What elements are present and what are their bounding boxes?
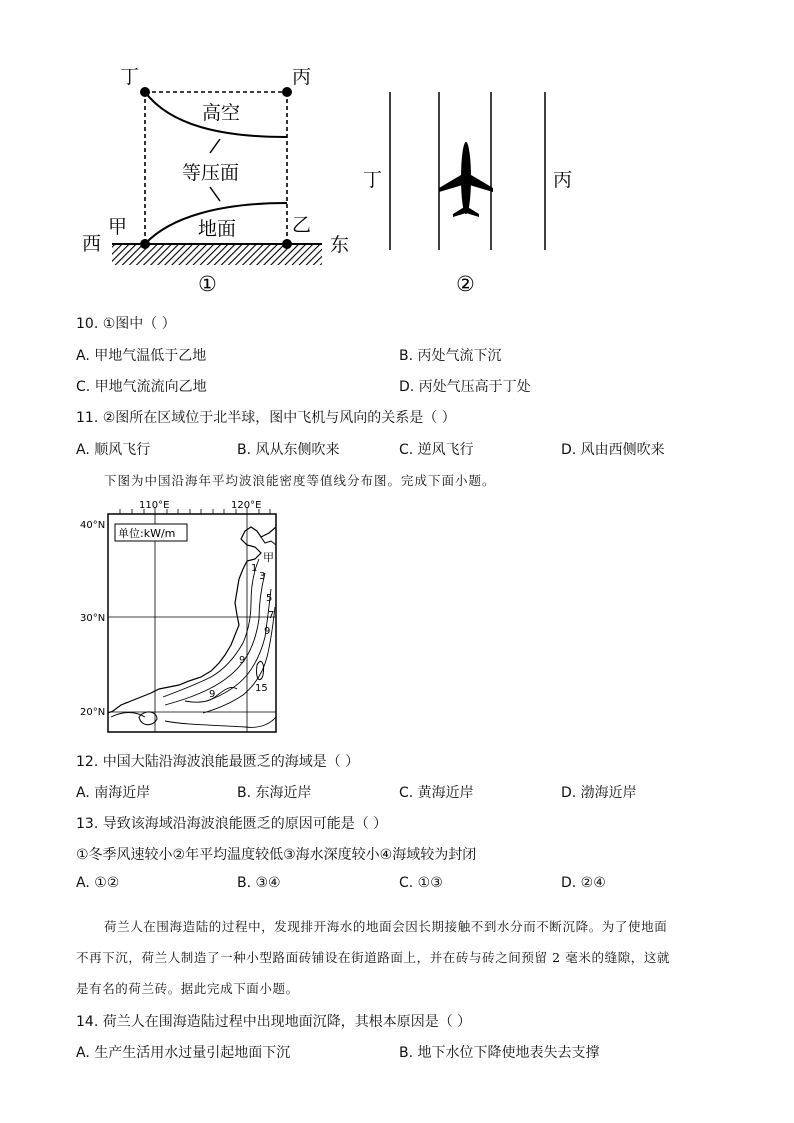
label-jia: 甲 <box>108 216 128 238</box>
question-14-stem: 14. 荷兰人在围海造陆过程中出现地面沉降，其根本原因是（ ） <box>76 1014 472 1030</box>
question-11-option-b[interactable]: B. 风从东侧吹来 <box>237 442 340 458</box>
figure-2-caption: ② <box>456 272 475 296</box>
question-11-stem: 11. ②图所在区域位于北半球，图中飞机与风向的关系是（ ） <box>76 410 456 426</box>
section-intro-dutch-brick-line-1: 荷兰人在围海造陆的过程中，发现排开海水的地面会因长期接触不到水分而不断沉降。为了使地面 <box>104 919 668 934</box>
figure-1-pressure-diagram <box>70 55 370 300</box>
iso-label-3: 3 <box>259 571 266 582</box>
iso-label-1: 1 <box>251 563 258 574</box>
question-12-stem: 12. 中国大陆沿海波浪能最匮乏的海域是（ ） <box>76 754 360 770</box>
question-10-option-a[interactable]: A. 甲地气温低于乙地 <box>76 348 207 364</box>
question-13-option-a[interactable]: A. ①② <box>76 875 120 891</box>
question-13-stem: 13. 导致该海域沿海波浪能匮乏的原因可能是（ ） <box>76 816 388 832</box>
label-dimian: 地面 <box>198 218 237 240</box>
lat-40-label: 40°N <box>80 520 106 531</box>
question-13-option-d[interactable]: D. ②④ <box>561 875 606 891</box>
map-frame <box>108 514 276 732</box>
question-12-option-c[interactable]: C. 黄海近岸 <box>399 785 474 801</box>
label-gaokong: 高空 <box>202 102 241 124</box>
label-ding: 丁 <box>363 169 383 191</box>
question-10-option-d[interactable]: D. 丙处气压高于丁处 <box>399 379 531 395</box>
section-intro-dutch-brick-line-3: 是有名的荷兰砖。据此完成下面小题。 <box>76 981 299 996</box>
question-12-option-a[interactable]: A. 南海近岸 <box>76 785 151 801</box>
label-bing: 丙 <box>292 66 312 88</box>
figure-1-caption: ① <box>198 272 217 296</box>
label-dong: 东 <box>330 234 350 256</box>
airplane-icon <box>439 142 493 217</box>
question-13-factors: ①冬季风速较小②年平均温度较低③海水深度较小④海域较为封闭 <box>76 847 477 863</box>
question-13-option-b[interactable]: B. ③④ <box>237 875 281 891</box>
iso-label-7: 7 <box>268 610 275 621</box>
unit-label: 单位:kW/m <box>118 527 176 540</box>
question-10-stem: 10. ①图中（ ） <box>76 316 176 332</box>
label-xi: 西 <box>82 233 102 255</box>
iso-label-5: 5 <box>266 593 273 604</box>
question-14-option-a[interactable]: A. 生产生活用水过量引起地面下沉 <box>76 1045 291 1061</box>
label-yi: 乙 <box>292 214 312 236</box>
iso-label-15: 15 <box>255 683 268 694</box>
pointer-upper <box>210 139 220 153</box>
iso-label-9c: 9 <box>209 689 216 700</box>
lon-120-label: 120°E <box>231 500 262 511</box>
iso-label-9b: 9 <box>239 655 246 666</box>
figure-2-airplane-diagram <box>355 80 585 300</box>
question-11-option-d[interactable]: D. 风由西侧吹来 <box>561 442 665 458</box>
point-bing <box>282 87 292 97</box>
lat-20-label: 20°N <box>80 707 106 718</box>
point-ding <box>140 87 150 97</box>
label-bing: 丙 <box>553 169 573 191</box>
lon-110-label: 110°E <box>139 500 170 511</box>
question-13-option-c[interactable]: C. ①③ <box>399 875 443 891</box>
section-intro-dutch-brick-line-2: 不再下沉，荷兰人制造了一种小型路面砖铺设在街道路面上，并在砖与砖之间预留 2 毫米的缝隙，这就 <box>76 950 671 965</box>
question-11-option-c[interactable]: C. 逆风飞行 <box>399 442 474 458</box>
question-12-option-b[interactable]: B. 东海近岸 <box>237 785 312 801</box>
point-yi <box>282 239 292 249</box>
question-10-option-c[interactable]: C. 甲地气流流向乙地 <box>76 379 207 395</box>
label-jia-sea: 甲 <box>263 551 274 564</box>
point-jia <box>140 239 150 249</box>
label-dengyamian: 等压面 <box>182 162 240 184</box>
pointer-lower <box>210 187 220 201</box>
question-14-option-b[interactable]: B. 地下水位下降使地表失去支撑 <box>399 1045 600 1061</box>
question-12-option-d[interactable]: D. 渤海近岸 <box>561 785 637 801</box>
question-10-option-b[interactable]: B. 丙处气流下沉 <box>399 348 502 364</box>
question-11-option-a[interactable]: A. 顺风飞行 <box>76 442 151 458</box>
label-ding: 丁 <box>120 66 140 88</box>
section-intro-wave-energy: 下图为中国沿海年平均波浪能密度等值线分布图。完成下面小题。 <box>104 473 496 488</box>
iso-label-9: 9 <box>264 626 271 637</box>
wave-energy-map <box>75 497 290 739</box>
lat-30-label: 30°N <box>80 613 106 624</box>
